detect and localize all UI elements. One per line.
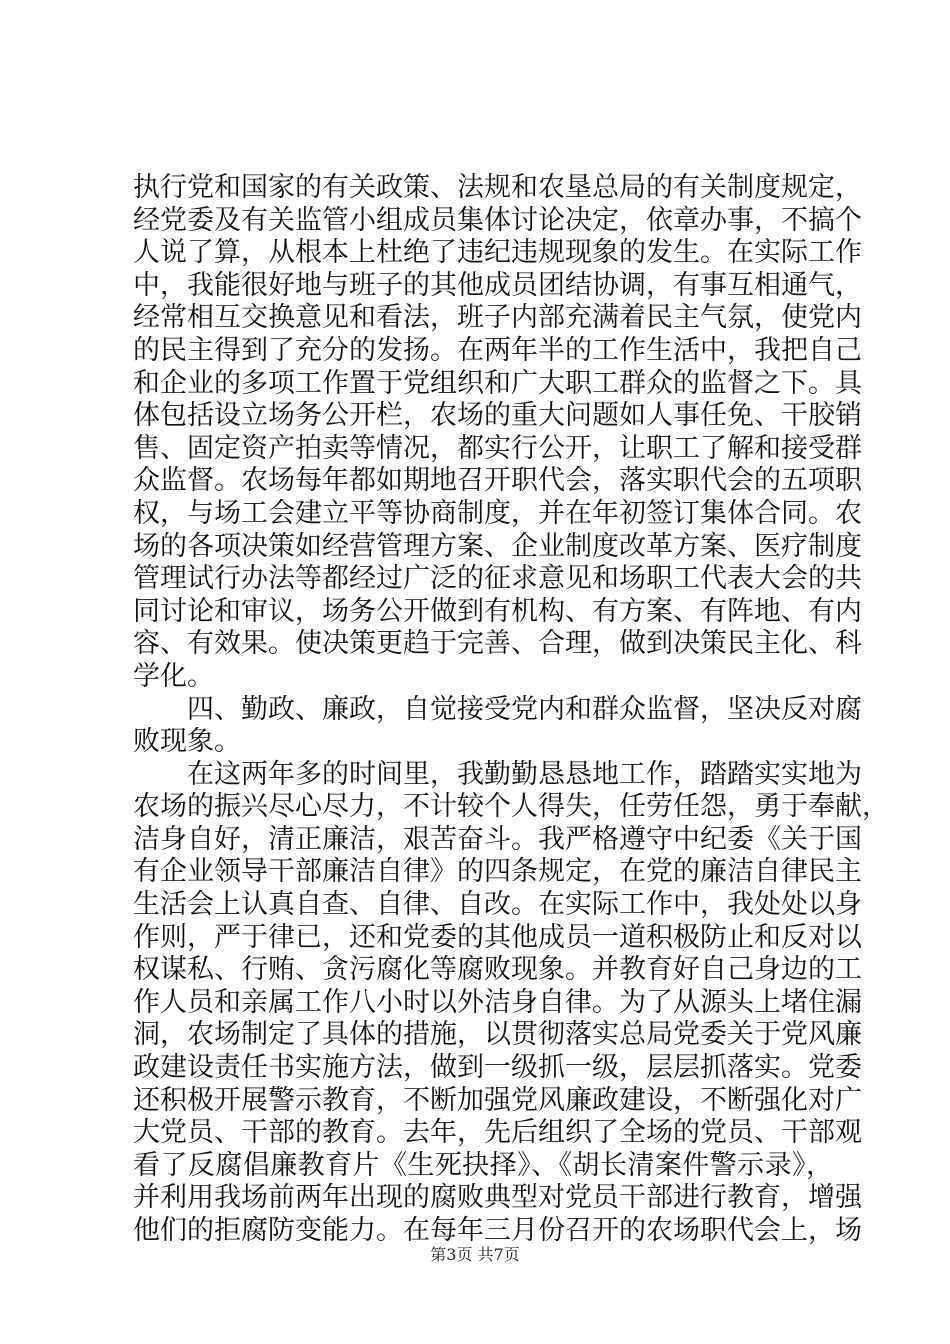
text-line: 作人员和亲属工作八小时以外洁身自律。为了从源头上堵住漏 [133, 986, 862, 1018]
text-line: 经常相互交换意见和看法，班子内部充满着民主气氛，使党内 [133, 302, 862, 334]
text-line: 的民主得到了充分的发扬。在两年半的工作生活中，我把自己 [133, 334, 862, 366]
text-line: 在这两年多的时间里，我勤勤恳恳地工作，踏踏实实地为 [133, 758, 862, 790]
text-line: 售、固定资产拍卖等情况，都实行公开，让职工了解和接受群 [133, 432, 862, 464]
text-line: 同讨论和审议，场务公开做到有机构、有方案、有阵地、有内 [133, 595, 862, 627]
document-body [133, 172, 889, 1248]
text-line: 经党委及有关监管小组成员集体讨论决定，依章办事，不搞个 [133, 204, 862, 236]
text-line: 洁身自好，清正廉洁，艰苦奋斗。我严格遵守中纪委《关于国 [133, 823, 862, 855]
text-line: 体包括设立场务公开栏，农场的重大问题如人事任免、干胶销 [133, 400, 862, 432]
text-line: 有企业领导干部廉洁自律》的四条规定，在党的廉洁自律民主 [133, 856, 862, 888]
text-line: 洞，农场制定了具体的措施，以贯彻落实总局党委关于党风廉 [133, 1019, 862, 1051]
text-line: 人说了算，从根本上杜绝了违纪违规现象的发生。在实际工作 [133, 237, 862, 269]
text-line: 学化。 [133, 660, 214, 692]
text-line: 作则，严于律已，还和党委的其他成员一道积极防止和反对以 [133, 921, 862, 953]
text-line: 他们的拒腐防变能力。在每年三月份召开的农场职代会上，场 [133, 1215, 862, 1246]
text-line: 场的各项决策如经营管理方案、企业制度改革方案、医疗制度 [133, 530, 862, 562]
text-line: 四、勤政、廉政，自觉接受党内和群众监督，坚决反对腐 [133, 693, 862, 725]
text-line: 权，与场工会建立平等协商制度，并在年初签订集体合同。农 [133, 497, 862, 529]
text-line: 败现象。 [133, 726, 241, 758]
page-footer: 第3页 共7页 [430, 1245, 520, 1264]
text-line: 政建设责任书实施方法，做到一级抓一级，层层抓落实。党委 [133, 1052, 862, 1084]
text-line: 大党员、干部的教育。去年，先后组织了全场的党员、干部观 [133, 1117, 862, 1149]
text-line: 权谋私、行贿、贪污腐化等腐败现象。并教育好自己身边的工 [133, 954, 862, 986]
text-line: 还积极开展警示教育，不断加强党风廉政建设，不断强化对广 [133, 1084, 862, 1116]
text-line: 管理试行办法等都经过广泛的征求意见和场职工代表大会的共 [133, 563, 862, 595]
text-line: 和企业的多项工作置于党组织和广大职工群众的监督之下。具 [133, 367, 862, 399]
text-line: 生活会上认真自查、自律、自改。在实际工作中，我处处以身 [133, 889, 862, 921]
text-line: 并利用我场前两年出现的腐败典型对党员干部进行教育，增强 [133, 1182, 862, 1214]
text-line: 执行党和国家的有关政策、法规和农垦总局的有关制度规定， [133, 172, 862, 203]
text-line: 农场的振兴尽心尽力，不计较个人得失，任劳任怨，勇于奉献， [133, 791, 889, 823]
text-line: 看了反腐倡廉教育片《生死抉择》、《胡长清案件警示录》， [133, 1149, 833, 1181]
text-line: 中，我能很好地与班子的其他成员团结协调，有事互相通气， [133, 269, 862, 301]
text-line: 众监督。农场每年都如期地召开职代会，落实职代会的五项职 [133, 465, 862, 497]
text-line: 容、有效果。使决策更趋于完善、合理，做到决策民主化、科 [133, 628, 862, 660]
